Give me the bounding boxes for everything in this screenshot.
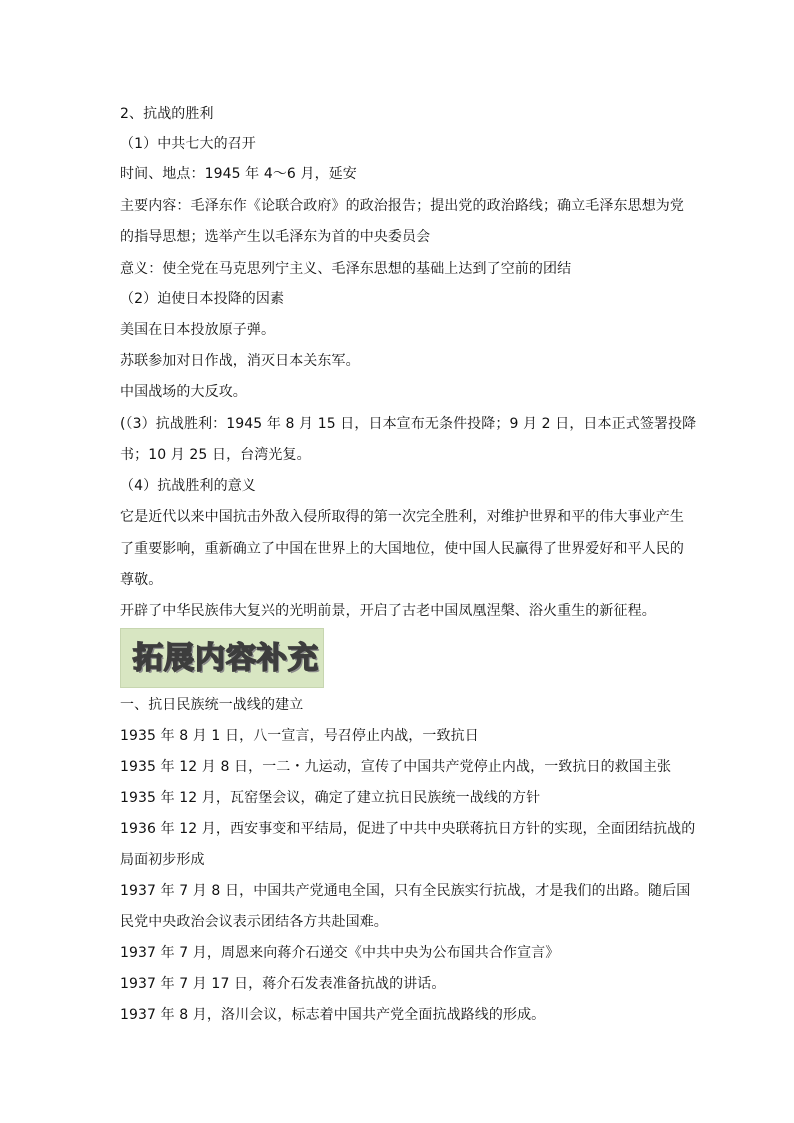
victory-significance-line-2: 了重要影响，重新确立了中国在世界上的大国地位，使中国人民赢得了世界爱好和平人民的 — [120, 541, 684, 557]
victory-significance-line-1: 它是近代以来中国抗击外敌入侵所取得的第一次完全胜利，对维护世界和平的伟大事业产生 — [120, 509, 684, 525]
subsection-title-congress: （1）中共七大的召开 — [120, 136, 256, 152]
united-front-line: 1935 年 8 月 1 日，八一宣言，号召停止内战，一致抗日 — [120, 728, 479, 744]
united-front-line: 1936 年 12 月，西安事变和平结局，促进了中共中央联蒋抗日方针的实现，全面团结抗战的 — [120, 821, 696, 837]
section-heading-united-front: 一、抗日民族统一战线的建立 — [120, 697, 304, 713]
united-front-line: 1937 年 8 月，洛川会议，标志着中国共产党全面抗战路线的形成。 — [120, 1007, 546, 1023]
congress-time-place: 时间、地点：1945 年 4～6 月，延安 — [120, 166, 357, 182]
congress-significance: 意义：使全党在马克思列宁主义、毛泽东思想的基础上达到了空前的团结 — [120, 261, 572, 277]
section-heading-victory: 2、抗战的胜利 — [120, 106, 214, 122]
surrender-factor-item: 中国战场的大反攻。 — [120, 384, 247, 400]
victory-significance-line-4: 开辟了中华民族伟大复兴的光明前景，开启了古老中国凤凰涅槃、浴火重生的新征程。 — [120, 603, 656, 619]
victory-significance-line-3: 尊敬。 — [120, 572, 163, 588]
united-front-line: 1935 年 12 月 8 日，一二・九运动，宣传了中国共产党停止内战，一致抗日的救国主张 — [120, 759, 672, 775]
subsection-title-victory-significance: （4）抗战胜利的意义 — [120, 478, 256, 494]
victory-event-line-2: 书；10 月 25 日，台湾光复。 — [120, 447, 311, 463]
united-front-line: 1935 年 12 月，瓦窑堡会议，确定了建立抗日民族统一战线的方针 — [120, 790, 541, 806]
surrender-factor-item: 美国在日本投放原子弹。 — [120, 322, 276, 338]
subsection-title-surrender-factors: （2）迫使日本投降的因素 — [120, 291, 285, 307]
united-front-line: 局面初步形成 — [120, 852, 205, 868]
congress-content-line-2: 的指导思想；选举产生以毛泽东为首的中央委员会 — [120, 229, 431, 245]
surrender-factor-item: 苏联参加对日作战，消灭日本关东军。 — [120, 353, 360, 369]
extension-content-banner-text: 拓展内容补充 — [133, 641, 319, 676]
united-front-line: 1937 年 7 月 8 日，中国共产党通电全国，只有全民族实行抗战，才是我们的出路。随后国 — [120, 883, 691, 899]
united-front-line: 1937 年 7 月 17 日，蒋介石发表准备抗战的讲话。 — [120, 976, 446, 992]
congress-content-line-1: 主要内容：毛泽东作《论联合政府》的政治报告；提出党的政治路线；确立毛泽东思想为党 — [120, 198, 684, 214]
extension-content-banner — [120, 628, 324, 688]
united-front-line: 1937 年 7 月，周恩来向蒋介石递交《中共中央为公布国共合作宣言》 — [120, 945, 560, 961]
victory-event-line-1: (（3）抗战胜利：1945 年 8 月 15 日，日本宣布无条件投降；9 月 2 日，日本正式签署投降 — [120, 416, 697, 432]
united-front-line: 民党中央政治会议表示团结各方共赴国难。 — [120, 914, 388, 930]
